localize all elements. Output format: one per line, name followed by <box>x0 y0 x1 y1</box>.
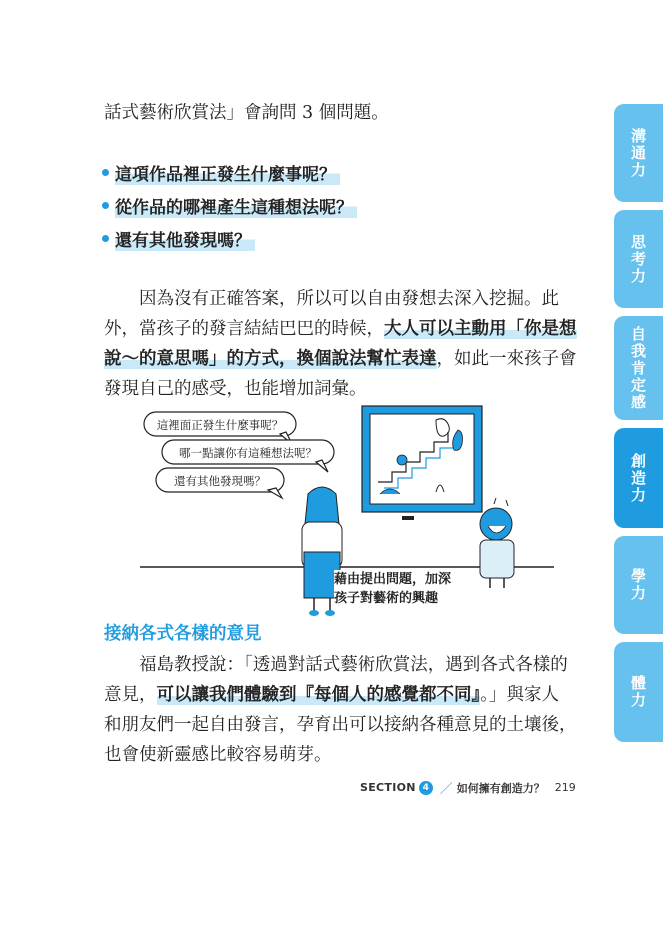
footer-section-title: 如何擁有創造力？ <box>456 781 545 795</box>
tab-label <box>631 128 646 179</box>
tab-label-char: 力 <box>630 691 646 709</box>
slash-divider-icon: ／ <box>439 782 453 797</box>
tab-label <box>631 326 646 411</box>
bubble-text: 還有其他發現嗎？ <box>174 474 266 488</box>
bullet-text: 還有其他發現嗎？ <box>115 226 255 251</box>
painting-label-plate <box>402 516 414 520</box>
tab-label-char: 自 <box>630 324 646 343</box>
tab-physical[interactable] <box>614 642 663 742</box>
highlighted-text: 說～的意思嗎」的方式，換個說法幫忙表達 <box>104 349 437 369</box>
tab-label-char: 考 <box>630 249 646 268</box>
tab-label-char: 體 <box>630 674 646 692</box>
page-number: 219 <box>554 781 576 794</box>
question-bullet-3 <box>102 226 255 250</box>
paragraph-2-line-2 <box>104 684 559 706</box>
footer-section-label: SECTION <box>360 781 416 794</box>
tab-communication[interactable] <box>614 104 663 202</box>
paragraph-2-line-4: 也會使新靈感比較容易萌芽。 <box>104 745 332 765</box>
section-heading: 接納各式各樣的意見 <box>104 624 262 644</box>
tab-label-char: 創 <box>630 451 646 470</box>
tab-label <box>631 234 646 285</box>
tab-label-char: 肯 <box>630 358 646 377</box>
bullet-text: 這項作品裡正發生什麼事呢？ <box>115 160 340 185</box>
illustration-caption <box>334 570 451 608</box>
paragraph-1-line-1: 因為沒有正確答案，所以可以自由發想去深入挖掘。此 <box>104 289 559 309</box>
tab-label <box>631 568 646 602</box>
tab-label-char: 造 <box>630 468 646 487</box>
section-number-badge: 4 <box>419 781 433 795</box>
child-figure <box>480 498 514 588</box>
caption-line: 藉由提出問題，加深 <box>334 572 452 587</box>
tab-label-char: 力 <box>630 485 646 504</box>
tab-label-char: 力 <box>630 160 646 179</box>
bubble-text: 哪一點讓你有這種想法呢？ <box>179 446 317 460</box>
bubble-text: 這裡面正發生什麼事呢？ <box>156 418 284 432</box>
text-segment: ，如此一來孩子會 <box>436 349 577 369</box>
caption-line: 孩子對藝術的興趣 <box>334 591 439 606</box>
paragraph-1-line-3 <box>104 348 577 370</box>
paragraph-1-line-4: 發現自己的感受，也能增加詞彙。 <box>104 379 367 399</box>
tab-label-char: 感 <box>630 392 646 411</box>
tab-label-char: 思 <box>630 232 646 251</box>
bullet-dot-icon <box>102 169 109 176</box>
tab-label-char: 學 <box>630 567 646 585</box>
painting-frame <box>362 406 482 512</box>
bullet-dot-icon <box>102 202 109 209</box>
bullet-dot-icon <box>102 235 109 242</box>
highlighted-text: 大人可以主動用「你是想 <box>384 319 577 339</box>
paragraph-1-line-2 <box>104 318 577 340</box>
paragraph-2-line-3: 和朋友們一起自由發言，孕育出可以接納各種意見的土壤後， <box>104 715 577 735</box>
tab-creativity[interactable] <box>614 428 663 528</box>
tab-label <box>631 453 646 504</box>
tab-label <box>631 675 646 709</box>
question-bullet-1 <box>102 160 340 184</box>
tab-thinking[interactable] <box>614 210 663 308</box>
bullet-text: 從作品的哪裡產生這種想法呢？ <box>115 193 357 218</box>
tab-label-char: 通 <box>630 143 646 162</box>
highlighted-text: 可以讓我們體驗到『每個人的感覺都不同』 <box>156 685 481 705</box>
tab-academic[interactable] <box>614 536 663 634</box>
question-bullet-2 <box>102 193 357 217</box>
page-footer <box>360 778 576 797</box>
paragraph-2-line-1: 福島教授說：「透過對話式藝術欣賞法，遇到各式各樣的 <box>104 655 568 675</box>
text-segment: 。」與家人 <box>480 685 559 705</box>
text-segment: 外，當孩子的發言結結巴巴的時候， <box>104 319 384 339</box>
text-line: 話式藝術欣賞法」會詢問 3 個問題。 <box>104 103 389 123</box>
tab-label-char: 力 <box>630 584 646 602</box>
tab-self-esteem[interactable] <box>614 316 663 420</box>
tab-label-char: 定 <box>630 375 646 394</box>
text-segment: 意見， <box>104 685 157 705</box>
tab-label-char: 溝 <box>630 126 646 145</box>
tab-label-char: 力 <box>630 266 646 285</box>
tab-label-char: 我 <box>630 341 646 360</box>
